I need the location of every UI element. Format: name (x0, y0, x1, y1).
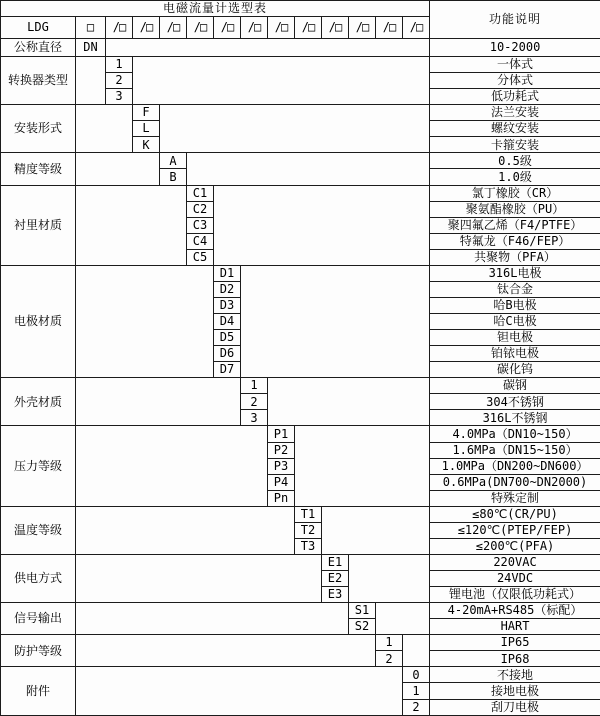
section-label-protection-class: 防护等级 (1, 635, 76, 667)
option-code-pressure-rating-Pn: Pn (268, 490, 295, 506)
option-code-temperature-rating-T2: T2 (295, 522, 322, 538)
spacer-cell (187, 153, 430, 185)
option-code-liner-material-C4: C4 (187, 233, 214, 249)
option-code-power-supply-E2: E2 (322, 571, 349, 587)
option-code-accessories-2: 2 (403, 699, 430, 716)
table-row (1, 554, 600, 570)
option-desc-pressure-rating-P1: 4.0MPa（DN10~150） (430, 426, 600, 442)
option-desc-housing-material-1: 碳钢 (430, 378, 600, 394)
option-code-accuracy-class-A: A (160, 153, 187, 169)
section-label-nominal-diameter: 公称直径 (1, 39, 76, 57)
option-code-converter-type-1: 1 (106, 57, 133, 73)
spacer-cell (322, 506, 430, 554)
table-row (1, 426, 600, 442)
option-code-housing-material-2: 2 (241, 394, 268, 410)
option-desc-electrode-material-D3: 哈B电极 (430, 297, 600, 313)
option-desc-power-supply-E2: 24VDC (430, 571, 600, 587)
table-row (1, 39, 600, 57)
option-code-liner-material-C3: C3 (187, 217, 214, 233)
table-row (1, 506, 600, 522)
spacer-cell (76, 57, 106, 105)
table-row (1, 1, 600, 17)
option-code-signal-output-S1: S1 (349, 603, 376, 619)
section-label-liner-material: 衬里材质 (1, 185, 76, 265)
option-code-liner-material-C5: C5 (187, 249, 214, 265)
option-desc-accuracy-class-B: 1.0级 (430, 169, 600, 185)
option-desc-converter-type-1: 一体式 (430, 57, 600, 73)
option-code-accessories-1: 1 (403, 683, 430, 699)
option-desc-housing-material-2: 304不锈钢 (430, 394, 600, 410)
table-row (1, 153, 600, 169)
model-code-slot-4: /□ (187, 17, 214, 39)
table-row (1, 635, 600, 651)
spacer-cell (241, 265, 430, 377)
spacer-cell (106, 39, 430, 57)
option-desc-mounting-style-F: 法兰安装 (430, 105, 600, 121)
option-code-liner-material-C2: C2 (187, 201, 214, 217)
section-label-housing-material: 外壳材质 (1, 378, 76, 426)
section-label-power-supply: 供电方式 (1, 554, 76, 602)
option-desc-temperature-rating-T1: ≤80℃(CR/PU) (430, 506, 600, 522)
option-desc-pressure-rating-P3: 1.0MPa（DN200~DN600） (430, 458, 600, 474)
option-code-housing-material-1: 1 (241, 378, 268, 394)
option-desc-pressure-rating-Pn: 特殊定制 (430, 490, 600, 506)
option-code-mounting-style-L: L (133, 121, 160, 137)
option-desc-accessories-2: 刮刀电极 (430, 699, 600, 716)
option-desc-electrode-material-D2: 钛合金 (430, 281, 600, 297)
spacer-cell (76, 105, 133, 153)
model-code-slot-8: /□ (295, 17, 322, 39)
table-title: 电磁流量计选型表 (1, 1, 430, 17)
option-code-electrode-material-D6: D6 (214, 346, 241, 362)
option-code-nominal-diameter: DN (76, 39, 106, 57)
option-desc-electrode-material-D5: 钽电极 (430, 330, 600, 346)
option-code-signal-output-S2: S2 (349, 619, 376, 635)
section-label-electrode-material: 电极材质 (1, 265, 76, 377)
model-code-slot-3: /□ (160, 17, 187, 39)
option-code-protection-class-2: 2 (376, 651, 403, 667)
option-desc-electrode-material-D7: 碳化钨 (430, 362, 600, 378)
spacer-cell (376, 603, 430, 635)
table-row (1, 667, 600, 683)
option-code-electrode-material-D2: D2 (214, 281, 241, 297)
spacer-cell (133, 57, 430, 105)
option-desc-converter-type-3: 低功耗式 (430, 89, 600, 105)
option-desc-mounting-style-K: 卡箍安装 (430, 137, 600, 153)
table-row (1, 603, 600, 619)
option-desc-liner-material-C5: 共聚物（PFA） (430, 249, 600, 265)
option-code-power-supply-E1: E1 (322, 554, 349, 570)
option-code-accessories-0: 0 (403, 667, 430, 683)
spacer-cell (160, 105, 430, 153)
model-code-slot-7: /□ (268, 17, 295, 39)
option-desc-electrode-material-D6: 铂铱电极 (430, 346, 600, 362)
option-desc-liner-material-C2: 聚氨酯橡胶（PU） (430, 201, 600, 217)
table-row (1, 185, 600, 201)
option-code-mounting-style-K: K (133, 137, 160, 153)
model-code-slot-5: /□ (214, 17, 241, 39)
table-row (1, 57, 600, 73)
option-code-power-supply-E3: E3 (322, 587, 349, 603)
model-code-slot-11: /□ (376, 17, 403, 39)
model-code-slot-6: /□ (241, 17, 268, 39)
spacer-cell (76, 635, 376, 667)
option-desc-accessories-1: 接地电极 (430, 683, 600, 699)
spacer-cell (76, 603, 349, 635)
option-desc-protection-class-2: IP68 (430, 651, 600, 667)
spacer-cell (76, 506, 295, 554)
option-desc-protection-class-1: IP65 (430, 635, 600, 651)
option-code-electrode-material-D3: D3 (214, 297, 241, 313)
section-label-mounting-style: 安装形式 (1, 105, 76, 153)
section-label-accuracy-class: 精度等级 (1, 153, 76, 185)
option-desc-liner-material-C1: 氯丁橡胶（CR） (430, 185, 600, 201)
option-code-pressure-rating-P1: P1 (268, 426, 295, 442)
section-label-converter-type: 转换器类型 (1, 57, 76, 105)
spacer-cell (76, 265, 214, 377)
option-code-pressure-rating-P2: P2 (268, 442, 295, 458)
option-desc-electrode-material-D1: 316L电极 (430, 265, 600, 281)
option-code-pressure-rating-P3: P3 (268, 458, 295, 474)
spacer-cell (403, 635, 430, 667)
function-description-header: 功能说明 (430, 1, 600, 39)
option-code-temperature-rating-T1: T1 (295, 506, 322, 522)
section-label-accessories: 附件 (1, 667, 76, 716)
model-prefix: LDG (1, 17, 76, 39)
option-desc-liner-material-C3: 聚四氟乙烯（F4/PTFE） (430, 217, 600, 233)
option-desc-nominal-diameter: 10-2000 (430, 39, 600, 57)
option-code-protection-class-1: 1 (376, 635, 403, 651)
option-desc-temperature-rating-T2: ≤120℃(PTEP/FEP) (430, 522, 600, 538)
option-code-electrode-material-D1: D1 (214, 265, 241, 281)
table-row (1, 265, 600, 281)
spacer-cell (76, 667, 403, 716)
option-code-electrode-material-D7: D7 (214, 362, 241, 378)
spacer-cell (214, 185, 430, 265)
option-desc-power-supply-E1: 220VAC (430, 554, 600, 570)
spacer-cell (76, 153, 160, 185)
spacer-cell (76, 554, 322, 602)
option-code-electrode-material-D5: D5 (214, 330, 241, 346)
spacer-cell (76, 426, 268, 506)
option-code-mounting-style-F: F (133, 105, 160, 121)
spacer-cell (349, 554, 430, 602)
option-code-electrode-material-D4: D4 (214, 314, 241, 330)
option-code-temperature-rating-T3: T3 (295, 538, 322, 554)
section-label-pressure-rating: 压力等级 (1, 426, 76, 506)
model-code-slot-12: /□ (403, 17, 430, 39)
option-desc-power-supply-E3: 锂电池（仅限低功耗式） (430, 587, 600, 603)
spacer-cell (295, 426, 430, 506)
option-code-pressure-rating-P4: P4 (268, 474, 295, 490)
option-desc-liner-material-C4: 特氟龙（F46/FEP） (430, 233, 600, 249)
option-desc-accessories-0: 不接地 (430, 667, 600, 683)
option-desc-signal-output-S2: HART (430, 619, 600, 635)
table-row (1, 378, 600, 394)
model-code-slot-9: /□ (322, 17, 349, 39)
option-desc-mounting-style-L: 螺纹安装 (430, 121, 600, 137)
option-code-converter-type-2: 2 (106, 73, 133, 89)
option-code-housing-material-3: 3 (241, 410, 268, 426)
model-code-slot-1: /□ (106, 17, 133, 39)
option-desc-signal-output-S1: 4-20mA+RS485（标配） (430, 603, 600, 619)
option-code-liner-material-C1: C1 (187, 185, 214, 201)
option-desc-pressure-rating-P4: 0.6MPa(DN700~DN2000) (430, 474, 600, 490)
model-code-box: □ (76, 17, 106, 39)
option-code-accuracy-class-B: B (160, 169, 187, 185)
option-desc-electrode-material-D4: 哈C电极 (430, 314, 600, 330)
spacer-cell (268, 378, 430, 426)
model-code-slot-10: /□ (349, 17, 376, 39)
option-desc-housing-material-3: 316L不锈钢 (430, 410, 600, 426)
table-row (1, 105, 600, 121)
option-desc-converter-type-2: 分体式 (430, 73, 600, 89)
option-desc-temperature-rating-T3: ≤200℃(PFA) (430, 538, 600, 554)
spacer-cell (76, 378, 241, 426)
section-label-temperature-rating: 温度等级 (1, 506, 76, 554)
option-desc-pressure-rating-P2: 1.6MPa（DN15~150） (430, 442, 600, 458)
option-code-converter-type-3: 3 (106, 89, 133, 105)
option-desc-accuracy-class-A: 0.5级 (430, 153, 600, 169)
spacer-cell (76, 185, 187, 265)
model-code-slot-2: /□ (133, 17, 160, 39)
section-label-signal-output: 信号输出 (1, 603, 76, 635)
